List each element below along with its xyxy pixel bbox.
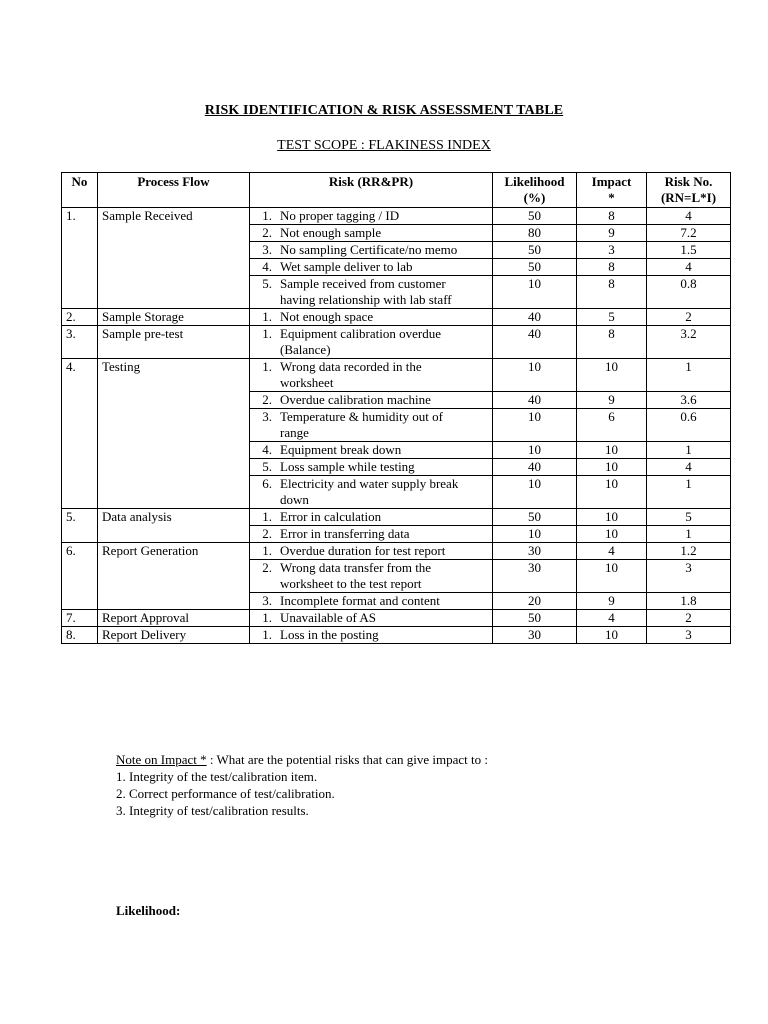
risk-number-cell: 3.2 xyxy=(647,326,731,359)
risk-number-cell: 4 xyxy=(647,259,731,276)
risk-number-cell: 1 xyxy=(647,359,731,392)
risk-cell xyxy=(250,560,493,593)
note-item: 1. Integrity of the test/calibration item. xyxy=(116,769,318,784)
risk-cell xyxy=(250,593,493,610)
likelihood-cell: 10 xyxy=(493,526,577,543)
note-item: 2. Correct performance of test/calibration. xyxy=(116,786,335,801)
table-row xyxy=(62,509,731,526)
risk-cell xyxy=(250,459,493,476)
risk-item-text: No sampling Certificate/no memo xyxy=(280,242,458,257)
process-flow-cell: Sample Received xyxy=(98,208,250,309)
risk-item-number: 1. xyxy=(262,309,272,324)
table-body xyxy=(62,208,731,644)
header-no: No xyxy=(62,173,98,208)
risk-item-number: 4. xyxy=(262,442,272,457)
risk-item-number: 2. xyxy=(262,225,272,240)
header-process-flow: Process Flow xyxy=(98,173,250,208)
risk-cell xyxy=(250,359,493,392)
row-number: 1. xyxy=(62,208,98,309)
impact-cell: 9 xyxy=(577,593,647,610)
risk-cell xyxy=(250,526,493,543)
risk-item-number: 3. xyxy=(262,409,272,424)
impact-cell: 4 xyxy=(577,543,647,560)
risk-number-cell: 4 xyxy=(647,208,731,225)
likelihood-cell: 40 xyxy=(493,326,577,359)
risk-item-number: 5. xyxy=(262,276,272,291)
impact-cell: 10 xyxy=(577,526,647,543)
likelihood-cell: 80 xyxy=(493,225,577,242)
likelihood-cell: 40 xyxy=(493,459,577,476)
risk-item-text: Loss in the posting xyxy=(280,627,379,642)
risk-number-cell: 3 xyxy=(647,560,731,593)
note-item: 3. Integrity of test/calibration results. xyxy=(116,803,309,818)
document-title: RISK IDENTIFICATION & RISK ASSESSMENT TABLE xyxy=(204,103,564,118)
header-risk-number: Risk No. (RN=L*I) xyxy=(647,173,731,208)
risk-item-number: 2. xyxy=(262,392,272,407)
risk-number-cell: 0.6 xyxy=(647,409,731,442)
risk-number-cell: 1 xyxy=(647,442,731,459)
risk-item-number: 1. xyxy=(262,359,272,374)
risk-number-cell: 1 xyxy=(647,526,731,543)
table-row xyxy=(62,208,731,225)
risk-cell xyxy=(250,276,493,309)
impact-cell: 10 xyxy=(577,627,647,644)
likelihood-cell: 50 xyxy=(493,242,577,259)
risk-item-text: Overdue duration for test report xyxy=(280,543,446,558)
impact-cell: 9 xyxy=(577,225,647,242)
risk-cell xyxy=(250,392,493,409)
impact-cell: 10 xyxy=(577,476,647,509)
impact-cell: 10 xyxy=(577,459,647,476)
process-flow-cell: Sample Storage xyxy=(98,309,250,326)
risk-item-text: Loss sample while testing xyxy=(280,459,415,474)
row-number: 7. xyxy=(62,610,98,627)
likelihood-cell: 40 xyxy=(493,309,577,326)
note-intro-line xyxy=(116,751,488,768)
risk-number-cell: 2 xyxy=(647,610,731,627)
risk-cell xyxy=(250,610,493,627)
risk-item-text: Error in transferring data xyxy=(280,526,410,541)
risk-cell xyxy=(250,242,493,259)
impact-cell: 8 xyxy=(577,208,647,225)
risk-assessment-table xyxy=(61,172,731,644)
risk-item-text: Temperature & humidity out of range xyxy=(280,409,443,440)
row-number: 2. xyxy=(62,309,98,326)
risk-item-number: 1. xyxy=(262,543,272,558)
risk-cell xyxy=(250,409,493,442)
likelihood-cell: 10 xyxy=(493,409,577,442)
risk-number-cell: 1.5 xyxy=(647,242,731,259)
risk-item-text: Overdue calibration machine xyxy=(280,392,431,407)
risk-item-number: 3. xyxy=(262,593,272,608)
table-row xyxy=(62,309,731,326)
risk-item-number: 1. xyxy=(262,326,272,341)
row-number: 4. xyxy=(62,359,98,509)
impact-cell: 8 xyxy=(577,276,647,309)
risk-item-number: 3. xyxy=(262,242,272,257)
header-likelihood: Likelihood (%) xyxy=(493,173,577,208)
risk-number-cell: 3.6 xyxy=(647,392,731,409)
process-flow-cell: Report Delivery xyxy=(98,627,250,644)
likelihood-cell: 20 xyxy=(493,593,577,610)
risk-item-text: Wrong data transfer from the worksheet to the test report xyxy=(280,560,432,591)
impact-cell: 8 xyxy=(577,259,647,276)
row-number: 8. xyxy=(62,627,98,644)
risk-number-cell: 4 xyxy=(647,459,731,476)
impact-cell: 10 xyxy=(577,442,647,459)
risk-item-number: 2. xyxy=(262,526,272,541)
risk-item-text: Equipment calibration overdue (Balance) xyxy=(280,326,442,357)
likelihood-heading: Likelihood: xyxy=(116,903,181,918)
risk-number-cell: 1.8 xyxy=(647,593,731,610)
risk-item-text: Wrong data recorded in the worksheet xyxy=(280,359,422,390)
impact-cell: 10 xyxy=(577,359,647,392)
impact-cell: 10 xyxy=(577,509,647,526)
table-row xyxy=(62,543,731,560)
table-row xyxy=(62,627,731,644)
risk-item-number: 1. xyxy=(262,627,272,642)
risk-item-number: 1. xyxy=(262,208,272,223)
header-risk: Risk (RR&PR) xyxy=(250,173,493,208)
table-row xyxy=(62,326,731,359)
risk-item-number: 1. xyxy=(262,610,272,625)
impact-cell: 4 xyxy=(577,610,647,627)
test-scope-heading: TEST SCOPE : FLAKINESS INDEX xyxy=(277,138,491,153)
header-impact: Impact * xyxy=(577,173,647,208)
risk-item-number: 2. xyxy=(262,560,272,575)
risk-number-cell: 3 xyxy=(647,627,731,644)
risk-number-cell: 5 xyxy=(647,509,731,526)
likelihood-cell: 10 xyxy=(493,359,577,392)
risk-cell xyxy=(250,326,493,359)
risk-number-cell: 1.2 xyxy=(647,543,731,560)
risk-cell xyxy=(250,509,493,526)
risk-number-cell: 7.2 xyxy=(647,225,731,242)
likelihood-cell: 30 xyxy=(493,543,577,560)
likelihood-cell: 10 xyxy=(493,442,577,459)
risk-cell xyxy=(250,442,493,459)
impact-cell: 6 xyxy=(577,409,647,442)
impact-note xyxy=(116,751,488,819)
likelihood-cell: 10 xyxy=(493,476,577,509)
likelihood-cell: 50 xyxy=(493,208,577,225)
impact-cell: 10 xyxy=(577,560,647,593)
impact-cell: 5 xyxy=(577,309,647,326)
likelihood-cell: 30 xyxy=(493,627,577,644)
likelihood-cell: 50 xyxy=(493,509,577,526)
note-intro: : What are the potential risks that can give impact to : xyxy=(206,752,488,767)
risk-item-text: Electricity and water supply break down xyxy=(280,476,459,507)
risk-item-text: Equipment break down xyxy=(280,442,402,457)
risk-item-number: 4. xyxy=(262,259,272,274)
risk-cell xyxy=(250,543,493,560)
likelihood-cell: 10 xyxy=(493,276,577,309)
table-row xyxy=(62,610,731,627)
risk-cell xyxy=(250,627,493,644)
likelihood-cell: 30 xyxy=(493,560,577,593)
process-flow-cell: Report Generation xyxy=(98,543,250,610)
risk-item-text: Sample received from customer having relationship with lab staff xyxy=(280,276,452,307)
risk-number-cell: 2 xyxy=(647,309,731,326)
impact-cell: 8 xyxy=(577,326,647,359)
likelihood-cell: 50 xyxy=(493,610,577,627)
risk-cell xyxy=(250,476,493,509)
impact-cell: 3 xyxy=(577,242,647,259)
risk-cell xyxy=(250,309,493,326)
table-row xyxy=(62,359,731,392)
risk-cell xyxy=(250,225,493,242)
risk-cell xyxy=(250,208,493,225)
risk-item-text: Unavailable of AS xyxy=(280,610,377,625)
likelihood-cell: 50 xyxy=(493,259,577,276)
process-flow-cell: Report Approval xyxy=(98,610,250,627)
risk-item-text: Error in calculation xyxy=(280,509,382,524)
process-flow-cell: Sample pre-test xyxy=(98,326,250,359)
risk-item-text: Incomplete format and content xyxy=(280,593,440,608)
row-number: 3. xyxy=(62,326,98,359)
risk-number-cell: 1 xyxy=(647,476,731,509)
row-number: 5. xyxy=(62,509,98,543)
process-flow-cell: Testing xyxy=(98,359,250,509)
risk-item-text: No proper tagging / ID xyxy=(280,208,400,223)
impact-cell: 9 xyxy=(577,392,647,409)
risk-item-number: 5. xyxy=(262,459,272,474)
risk-number-cell: 0.8 xyxy=(647,276,731,309)
note-label: Note on Impact * xyxy=(116,752,207,767)
risk-cell xyxy=(250,259,493,276)
table-header-row xyxy=(62,173,731,208)
likelihood-cell: 40 xyxy=(493,392,577,409)
risk-item-text: Not enough sample xyxy=(280,225,382,240)
risk-item-number: 1. xyxy=(262,509,272,524)
risk-item-number: 6. xyxy=(262,476,272,491)
risk-item-text: Not enough space xyxy=(280,309,374,324)
risk-item-text: Wet sample deliver to lab xyxy=(280,259,413,274)
row-number: 6. xyxy=(62,543,98,610)
process-flow-cell: Data analysis xyxy=(98,509,250,543)
